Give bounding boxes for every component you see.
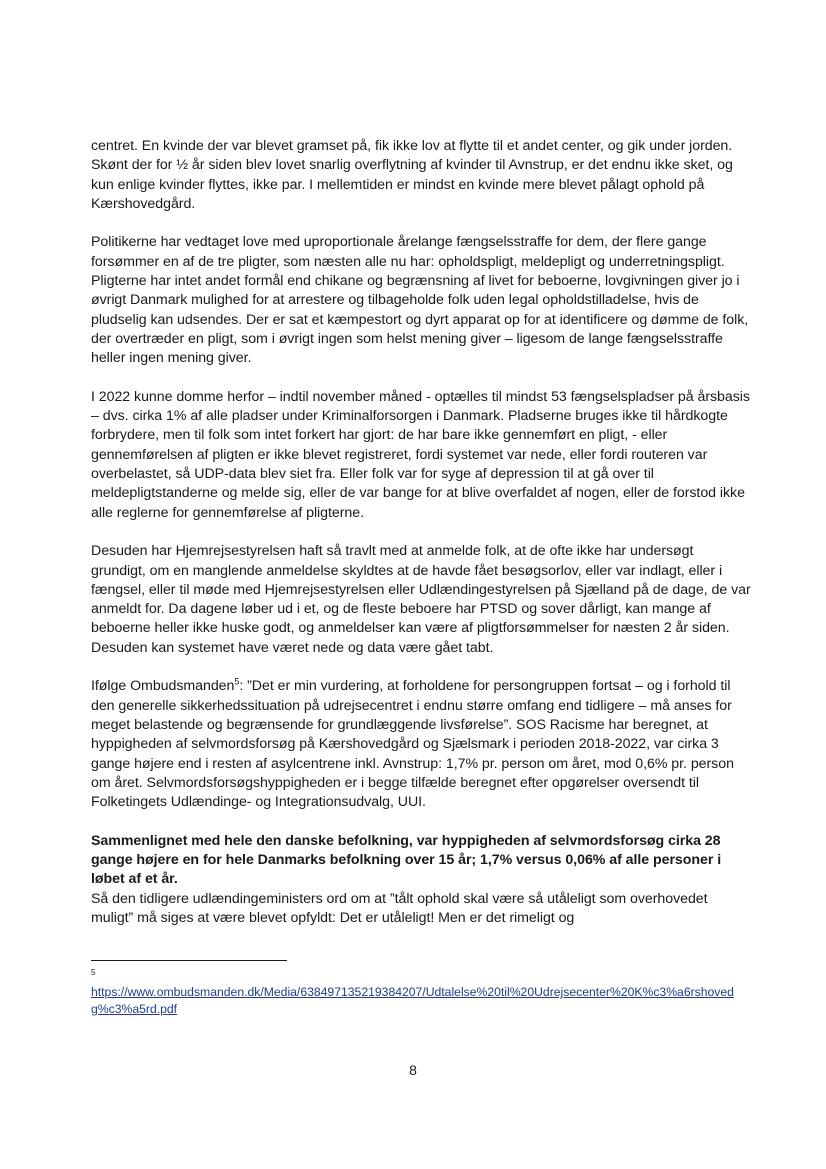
paragraph-2022: I 2022 kunne domme herfor – indtil november måned - optælles til mindst 53 fængselspladser på årsbasis – dvs. cirka 1% af alle pladser under Kriminalforsorgen i Danmark. Pladserne bruges ikke til hårdkogte forbrydere, men til folk som intet forkert har gjort: de har bare ikke gennemført en pligt, - eller gennemførelsen af pligten er ikke blevet registreret, fordi systemet var nede, eller fordi routeren var overbelastet, så UDP-data blev siet fra. Eller folk var for syge af depression til at gå over til meldepligtstanderne og melde sig, eller de var bange for at blive overfaldet af nogen, eller de forstod ikke alle reglerne for gennemførelse af pligterne.	[91, 388, 750, 521]
paragraph-closing: Så den tidligere udlændingeministers ord om at ”tålt ophold skal være så utåleligt som overhovedet muligt” må siges at være blevet opfyldt: Det er utåleligt! Men er det rimeligt og	[91, 890, 708, 926]
footnote	[91, 968, 751, 1017]
paragraph-hjemrejsestyrelsen: Desuden har Hjemrejsestyrelsen haft så travlt med at anmelde folk, at de ofte ikke har undersøgt grundigt, om en manglende anmeldelse skyldtes at de havde fået besøgsorlov, eller var indlagt, eller i fængsel, eller til møde med Hjemrejsestyrelsen eller Udlændingestyrelsen på Sjælland på de dage, de var anmeldt for. Da dagene løber ud i et, og de fleste beboere har PTSD og sover dårligt, kan mange af beboerne heller ikke huske godt, og anmeldelser kan være af pligtforsømmelser for næsten 2 år siden. Desuden kan systemet have været nede og data være gået tabt.	[91, 543, 751, 656]
ombudsman-lead: Ifølge Ombudsmanden	[91, 678, 235, 695]
paragraph-ombudsmanden	[91, 677, 751, 812]
footnote-reference[interactable]: 5	[234, 676, 240, 687]
footnote-separator	[91, 960, 287, 961]
paragraph-bold-comparison	[91, 832, 751, 890]
footnote-number: 5	[91, 968, 96, 977]
paragraph-politikerne: Politikerne har vedtaget love med uproportionale årelange fængselsstraffe for dem, der flere gange forsømmer en af de tre pligter, som næsten alle nu har: opholdspligt, meldepligt og underretningspligt. Pligterne har intet andet formål end chikane og begrænsning af livet for beboerne, lovgivningen giver jo i øvrigt Danmark mulighed for at arrestere og tilbageholde folk uden legal opholdstilladelse, hvis de pludselig kan udsendes. Der er sat et kæmpestort og dyrt apparat op for at identificere og dømme de folk, der overtræder en pligt, som i øvrigt ingen som helst mening giver – ligesom de lange fængselsstraffe heller ingen mening giver.	[91, 234, 749, 367]
page-number: 8	[409, 1062, 417, 1078]
body-text	[91, 137, 751, 928]
ombudsman-quote: : ”Det er min vurdering, at forholdene for persongruppen fortsat – og i forhold til den generelle sikkerhedssituation på udrejsecentret i endnu større omfang end tidligere – må anses for meget belastende og begrænsende for grundlæggende livsførelse”. SOS Racisme har beregnet, at hyppigheden af selvmordsforsøg på Kærshovedgård og Sjælsmark i perioden 2018-2022, var cirka 3 gange højere end i resten af asylcentrene inkl. Avnstrup: 1,7% pr. person om året, mod 0,6% pr. person om året. Selvmordsforsøgshyppigheden er i begge tilfælde beregnet efter opgørelser oversendt til Folketingets Udlændinge- og Integrationsudvalg, UUI.	[91, 678, 734, 811]
bold-comparison-text: Sammenlignet med hele den danske befolkning, var hyppigheden af selvmordsforsøg cirka 28 gange højere en for hele Danmarks befolkning over 15 år; 1,7% versus 0,06% af alle personer i løbet af et år.	[91, 832, 722, 888]
footnote-link[interactable]: https://www.ombudsmanden.dk/Media/638497135219384207/Udtalelse%20til%20Udrejsecenter%20K%c3%a6rshovedg%c3%a5rd.pdf	[91, 985, 734, 1016]
paragraph-centret: centret. En kvinde der var blevet gramset på, fik ikke lov at flytte til et andet center, og gik under jorden. Skønt der for ½ år siden blev lovet snarlig overflytning af kvinder til Avnstrup, er det endnu ikke sket, og kun enlige kvinder flyttes, ikke par. I mellemtiden er mindst en kvinde mere blevet pålagt ophold på Kærshovedgård.	[91, 138, 733, 212]
